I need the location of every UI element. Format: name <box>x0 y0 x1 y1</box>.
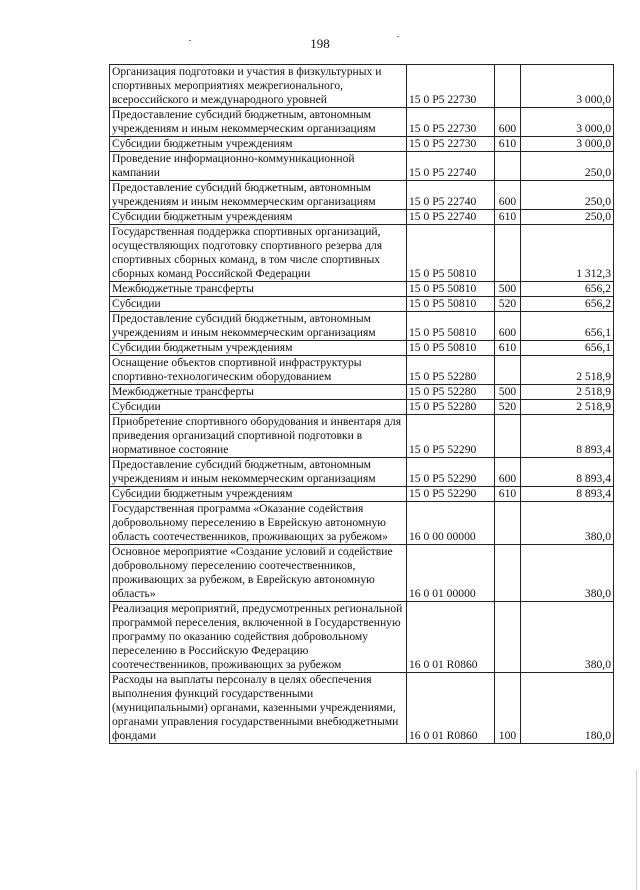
expense-name-cell: Субсидии <box>110 400 407 415</box>
amount-cell: 656,1 <box>521 312 614 341</box>
target-code-cell: 15 0 Р5 52290 <box>407 487 495 502</box>
table-row <box>110 673 614 744</box>
target-code-cell: 15 0 Р5 52280 <box>407 356 495 385</box>
amount-cell: 3 000,0 <box>521 137 614 152</box>
scan-speck <box>397 36 399 37</box>
expense-type-cell: 600 <box>495 312 521 341</box>
target-code-cell: 15 0 Р5 22730 <box>407 65 495 108</box>
amount-cell: 656,1 <box>521 341 614 356</box>
expense-type-cell: 500 <box>495 282 521 297</box>
budget-table <box>109 64 614 744</box>
expense-type-cell <box>495 152 521 181</box>
table-row <box>110 225 614 282</box>
table-row <box>110 356 614 385</box>
target-code-cell: 15 0 Р5 22740 <box>407 181 495 210</box>
expense-name-cell: Межбюджетные трансферты <box>110 385 407 400</box>
expense-type-cell: 610 <box>495 137 521 152</box>
page-number: 198 <box>310 36 330 51</box>
expense-type-cell <box>495 415 521 458</box>
expense-type-cell: 500 <box>495 385 521 400</box>
target-code-cell: 16 0 01 00000 <box>407 545 495 602</box>
target-code-cell: 15 0 Р5 52290 <box>407 458 495 487</box>
target-code-cell: 15 0 Р5 52280 <box>407 400 495 415</box>
target-code-cell: 15 0 Р5 52290 <box>407 415 495 458</box>
amount-cell: 8 893,4 <box>521 487 614 502</box>
amount-cell: 2 518,9 <box>521 400 614 415</box>
expense-name-cell: Приобретение спортивного оборудования и инвентаря для приведения организаций спортивной подготовки в нормативное состояние <box>110 415 407 458</box>
target-code-cell: 15 0 Р5 22730 <box>407 137 495 152</box>
target-code-cell: 15 0 Р5 52280 <box>407 385 495 400</box>
amount-cell: 656,2 <box>521 282 614 297</box>
expense-type-cell: 610 <box>495 341 521 356</box>
amount-cell: 250,0 <box>521 210 614 225</box>
amount-cell: 1 312,3 <box>521 225 614 282</box>
expense-name-cell: Субсидии бюджетным учреждениям <box>110 210 407 225</box>
expense-type-cell: 600 <box>495 458 521 487</box>
table-row <box>110 602 614 673</box>
table-row <box>110 108 614 137</box>
table-row <box>110 545 614 602</box>
expense-type-cell <box>495 602 521 673</box>
expense-name-cell: Предоставление субсидий бюджетным, автономным учреждениям и иным некоммерческим организациям <box>110 458 407 487</box>
amount-cell: 250,0 <box>521 152 614 181</box>
amount-cell: 380,0 <box>521 502 614 545</box>
table-row <box>110 297 614 312</box>
table-row <box>110 400 614 415</box>
table-row <box>110 415 614 458</box>
amount-cell: 3 000,0 <box>521 108 614 137</box>
amount-cell: 180,0 <box>521 673 614 744</box>
expense-type-cell <box>495 356 521 385</box>
table-row <box>110 385 614 400</box>
table-row <box>110 341 614 356</box>
expense-type-cell <box>495 65 521 108</box>
expense-name-cell: Основное мероприятие «Создание условий и содействие добровольному переселению соотечественников, проживающих за рубежом, в Еврейскую автономную область» <box>110 545 407 602</box>
budget-table-body <box>110 65 614 744</box>
expense-type-cell: 610 <box>495 210 521 225</box>
target-code-cell: 15 0 Р5 22740 <box>407 152 495 181</box>
target-code-cell: 15 0 Р5 50810 <box>407 297 495 312</box>
expense-name-cell: Субсидии бюджетным учреждениям <box>110 487 407 502</box>
expense-name-cell: Субсидии <box>110 297 407 312</box>
table-row <box>110 282 614 297</box>
expense-name-cell: Межбюджетные трансферты <box>110 282 407 297</box>
target-code-cell: 15 0 Р5 50810 <box>407 225 495 282</box>
table-row <box>110 312 614 341</box>
expense-type-cell <box>495 545 521 602</box>
amount-cell: 8 893,4 <box>521 415 614 458</box>
amount-cell: 380,0 <box>521 602 614 673</box>
expense-type-cell <box>495 502 521 545</box>
table-row <box>110 181 614 210</box>
expense-name-cell: Реализация мероприятий, предусмотренных региональной программой переселения, включенной в Государственную программу по оказанию содействия добровольному переселению в Российскую Федерацию соотечественников, проживающих за рубежом <box>110 602 407 673</box>
target-code-cell: 15 0 Р5 50810 <box>407 312 495 341</box>
table-row <box>110 152 614 181</box>
target-code-cell: 15 0 Р5 22730 <box>407 108 495 137</box>
expense-name-cell: Предоставление субсидий бюджетным, автономным учреждениям и иным некоммерческим организациям <box>110 312 407 341</box>
table-row <box>110 210 614 225</box>
amount-cell: 8 893,4 <box>521 458 614 487</box>
expense-type-cell <box>495 225 521 282</box>
amount-cell: 380,0 <box>521 545 614 602</box>
expense-name-cell: Организация подготовки и участия в физкультурных и спортивных мероприятиях межрегионального, всероссийского и международного уровней <box>110 65 407 108</box>
expense-name-cell: Оснащение объектов спортивной инфраструктуры спортивно-технологическим оборудованием <box>110 356 407 385</box>
table-row <box>110 458 614 487</box>
target-code-cell: 16 0 01 R0860 <box>407 602 495 673</box>
amount-cell: 250,0 <box>521 181 614 210</box>
target-code-cell: 16 0 00 00000 <box>407 502 495 545</box>
table-row <box>110 487 614 502</box>
target-code-cell: 15 0 Р5 50810 <box>407 341 495 356</box>
target-code-cell: 15 0 Р5 22740 <box>407 210 495 225</box>
amount-cell: 3 000,0 <box>521 65 614 108</box>
expense-name-cell: Субсидии бюджетным учреждениям <box>110 341 407 356</box>
expense-type-cell: 100 <box>495 673 521 744</box>
amount-cell: 2 518,9 <box>521 385 614 400</box>
expense-name-cell: Субсидии бюджетным учреждениям <box>110 137 407 152</box>
expense-name-cell: Предоставление субсидий бюджетным, автономным учреждениям и иным некоммерческим организациям <box>110 108 407 137</box>
expense-name-cell: Предоставление субсидий бюджетным, автономным учреждениям и иным некоммерческим организациям <box>110 181 407 210</box>
expense-type-cell: 520 <box>495 400 521 415</box>
expense-type-cell: 600 <box>495 181 521 210</box>
table-row <box>110 137 614 152</box>
table-row <box>110 65 614 108</box>
expense-name-cell: Государственная поддержка спортивных организаций, осуществляющих подготовку спортивного резерва для спортивных сборных команд, в том числе спортивных сборных команд Российской Федерации <box>110 225 407 282</box>
amount-cell: 2 518,9 <box>521 356 614 385</box>
target-code-cell: 15 0 Р5 50810 <box>407 282 495 297</box>
expense-type-cell: 600 <box>495 108 521 137</box>
expense-type-cell: 610 <box>495 487 521 502</box>
expense-name-cell: Государственная программа «Оказание содействия добровольному переселению в Еврейскую автономную область соотечественников, проживающих за рубежом» <box>110 502 407 545</box>
expense-name-cell: Проведение информационно-коммуникационной кампании <box>110 152 407 181</box>
page-edge-shadow <box>636 770 637 890</box>
table-row <box>110 502 614 545</box>
amount-cell: 656,2 <box>521 297 614 312</box>
expense-type-cell: 520 <box>495 297 521 312</box>
expense-name-cell: Расходы на выплаты персоналу в целях обеспечения выполнения функций государственными (муниципальными) органами, казенными учреждениями, органами управления государственными внебюджетными фондами <box>110 673 407 744</box>
target-code-cell: 16 0 01 R0860 <box>407 673 495 744</box>
scan-speck <box>189 40 191 41</box>
